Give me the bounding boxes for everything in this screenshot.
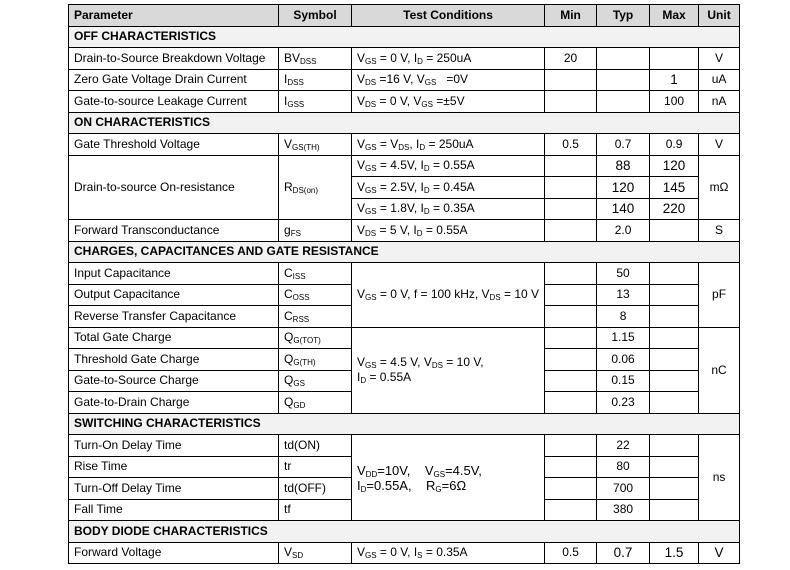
section-diode: [69, 521, 740, 543]
max-cell: [650, 220, 699, 242]
header-test-conditions: Test Conditions: [352, 5, 545, 27]
max-cell: 220: [650, 198, 699, 220]
max-cell: [650, 435, 699, 457]
symbol-cell: $C_{RSS}$: [279, 306, 352, 328]
symbol-cell: $Q_{GD}$: [279, 392, 352, 414]
condition-cell: $V_{DS} = 5$ V, $I_D = 0.55A$: [352, 220, 545, 242]
param-cell: Gate-to-source Leakage Current: [69, 91, 279, 113]
symbol-cell: tf: [279, 499, 352, 521]
condition-cell: $V_{GS} = 0$ V, $I_S = 0.35A$: [352, 542, 545, 564]
symbol-cell: $R_{DS(on)}$: [279, 155, 352, 220]
typ-cell: [597, 48, 650, 70]
typ-cell: 2.0: [597, 220, 650, 242]
condition-cell: $V_{GS} = 4.5$ V, $V_{DS} = 10$ V, $I_D = 0.55A$: [352, 327, 545, 413]
symbol-cell: td(ON): [279, 435, 352, 457]
max-cell: [650, 499, 699, 521]
param-cell: Forward Voltage: [69, 542, 279, 564]
symbol-cell: $BV_{DSS}$: [279, 48, 352, 70]
symbol-cell: $g_{FS}$: [279, 220, 352, 242]
param-cell: Gate-to-Drain Charge: [69, 392, 279, 414]
max-cell: [650, 48, 699, 70]
table-row: [69, 327, 740, 349]
typ-cell: 120: [597, 177, 650, 199]
table-row: [69, 220, 740, 242]
param-cell: Zero Gate Voltage Drain Current: [69, 69, 279, 91]
min-cell: [545, 198, 597, 220]
symbol-cell: $C_{OSS}$: [279, 284, 352, 306]
max-cell: 1.5: [650, 542, 699, 564]
typ-cell: [597, 91, 650, 113]
condition-cell: $V_{DS} = 0$ V, $V_{GS} =\pm 5V$: [352, 91, 545, 113]
min-cell: [545, 220, 597, 242]
min-cell: 0.5: [545, 134, 597, 156]
param-cell: Gate Threshold Voltage: [69, 134, 279, 156]
header-symbol: Symbol: [279, 5, 352, 27]
min-cell: [545, 456, 597, 478]
param-cell: Output Capacitance: [69, 284, 279, 306]
param-cell: Fall Time: [69, 499, 279, 521]
typ-cell: 0.23: [597, 392, 650, 414]
param-cell: Threshold Gate Charge: [69, 349, 279, 371]
condition-cell: $V_{GS} = 0$ V, f = 100 kHz, $V_{DS} = 10$ V: [352, 263, 545, 328]
max-cell: [650, 284, 699, 306]
unit-cell: ns: [699, 435, 740, 521]
section-title: BODY DIODE CHARACTERISTICS: [69, 521, 740, 543]
symbol-cell: tr: [279, 456, 352, 478]
min-cell: [545, 499, 597, 521]
param-cell: Rise Time: [69, 456, 279, 478]
min-cell: [545, 177, 597, 199]
section-title: CHARGES, CAPACITANCES AND GATE RESISTANCE: [69, 241, 740, 263]
table-row: [69, 435, 740, 457]
unit-cell: nA: [699, 91, 740, 113]
typ-cell: 80: [597, 456, 650, 478]
header-max: Max: [650, 5, 699, 27]
symbol-cell: $Q_{GS}$: [279, 370, 352, 392]
max-cell: 0.9: [650, 134, 699, 156]
typ-cell: 380: [597, 499, 650, 521]
max-cell: [650, 478, 699, 500]
table-row: [69, 91, 740, 113]
min-cell: [545, 306, 597, 328]
unit-cell: S: [699, 220, 740, 242]
max-cell: [650, 306, 699, 328]
table-row: [69, 134, 740, 156]
max-cell: [650, 349, 699, 371]
table-row: [69, 263, 740, 285]
condition-cell: $V_{GS} = 0$ V, $I_D = 250uA$: [352, 48, 545, 70]
typ-cell: 88: [597, 155, 650, 177]
typ-cell: 8: [597, 306, 650, 328]
symbol-cell: $V_{GS(TH)}$: [279, 134, 352, 156]
param-cell: Input Capacitance: [69, 263, 279, 285]
min-cell: [545, 370, 597, 392]
min-cell: 0.5: [545, 542, 597, 564]
min-cell: [545, 327, 597, 349]
section-switching: [69, 413, 740, 435]
section-title: ON CHARACTERISTICS: [69, 112, 740, 134]
section-off: [69, 26, 740, 48]
condition-cell: $V_{DD}=10V$, $V_{GS}=4.5V$, $I_D=0.55A$, $R_G=6\Omega$: [352, 435, 545, 521]
param-cell: Turn-Off Delay Time: [69, 478, 279, 500]
condition-cell: $V_{DS} =16$ V, $V_{GS} =0V$: [352, 69, 545, 91]
header-row: [69, 5, 740, 27]
unit-cell: V: [699, 134, 740, 156]
max-cell: 120: [650, 155, 699, 177]
unit-cell: pF: [699, 263, 740, 328]
min-cell: [545, 435, 597, 457]
typ-cell: 0.7: [597, 542, 650, 564]
header-typ: Typ: [597, 5, 650, 27]
table-row: [69, 155, 740, 177]
typ-cell: 13: [597, 284, 650, 306]
typ-cell: [597, 69, 650, 91]
min-cell: [545, 69, 597, 91]
max-cell: [650, 327, 699, 349]
min-cell: [545, 155, 597, 177]
max-cell: [650, 392, 699, 414]
table-row: [69, 69, 740, 91]
typ-cell: 700: [597, 478, 650, 500]
table-row: [69, 48, 740, 70]
typ-cell: 0.7: [597, 134, 650, 156]
symbol-cell: $C_{ISS}$: [279, 263, 352, 285]
condition-cell: $V_{GS} = 2.5V$, $I_D = 0.45A$: [352, 177, 545, 199]
header-parameter: Parameter: [69, 5, 279, 27]
max-cell: 100: [650, 91, 699, 113]
spec-sheet: [68, 4, 740, 564]
param-cell: Drain-to-Source Breakdown Voltage: [69, 48, 279, 70]
typ-cell: 0.06: [597, 349, 650, 371]
param-cell: Forward Transconductance: [69, 220, 279, 242]
symbol-cell: $Q_{G(TOT)}$: [279, 327, 352, 349]
typ-cell: 22: [597, 435, 650, 457]
min-cell: [545, 263, 597, 285]
typ-cell: 140: [597, 198, 650, 220]
max-cell: [650, 456, 699, 478]
header-unit: Unit: [699, 5, 740, 27]
typ-cell: 1.15: [597, 327, 650, 349]
min-cell: 20: [545, 48, 597, 70]
typ-cell: 0.15: [597, 370, 650, 392]
min-cell: [545, 392, 597, 414]
symbol-cell: $Q_{G(TH)}$: [279, 349, 352, 371]
param-cell: Drain-to-source On-resistance: [69, 155, 279, 220]
section-title: SWITCHING CHARACTERISTICS: [69, 413, 740, 435]
unit-cell: nC: [699, 327, 740, 413]
param-cell: Reverse Transfer Capacitance: [69, 306, 279, 328]
symbol-cell: $I_{GSS}$: [279, 91, 352, 113]
condition-cell: $V_{GS} = V_{DS}$, $I_D = 250uA$: [352, 134, 545, 156]
unit-cell: V: [699, 48, 740, 70]
param-cell: Gate-to-Source Charge: [69, 370, 279, 392]
table-row: [69, 542, 740, 564]
symbol-cell: $I_{DSS}$: [279, 69, 352, 91]
typ-cell: 50: [597, 263, 650, 285]
max-cell: 1: [650, 69, 699, 91]
header-min: Min: [545, 5, 597, 27]
max-cell: 145: [650, 177, 699, 199]
min-cell: [545, 91, 597, 113]
unit-cell: V: [699, 542, 740, 564]
max-cell: [650, 263, 699, 285]
min-cell: [545, 349, 597, 371]
max-cell: [650, 370, 699, 392]
condition-cell: $V_{GS} = 1.8V$, $I_D = 0.35A$: [352, 198, 545, 220]
section-title: OFF CHARACTERISTICS: [69, 26, 740, 48]
electrical-characteristics-table: [68, 4, 740, 564]
symbol-cell: $V_{SD}$: [279, 542, 352, 564]
min-cell: [545, 478, 597, 500]
section-on: [69, 112, 740, 134]
section-charges: [69, 241, 740, 263]
unit-cell: uA: [699, 69, 740, 91]
unit-cell: mΩ: [699, 155, 740, 220]
symbol-cell: td(OFF): [279, 478, 352, 500]
param-cell: Total Gate Charge: [69, 327, 279, 349]
condition-cell: $V_{GS} = 4.5V$, $I_D = 0.55A$: [352, 155, 545, 177]
param-cell: Turn-On Delay Time: [69, 435, 279, 457]
min-cell: [545, 284, 597, 306]
